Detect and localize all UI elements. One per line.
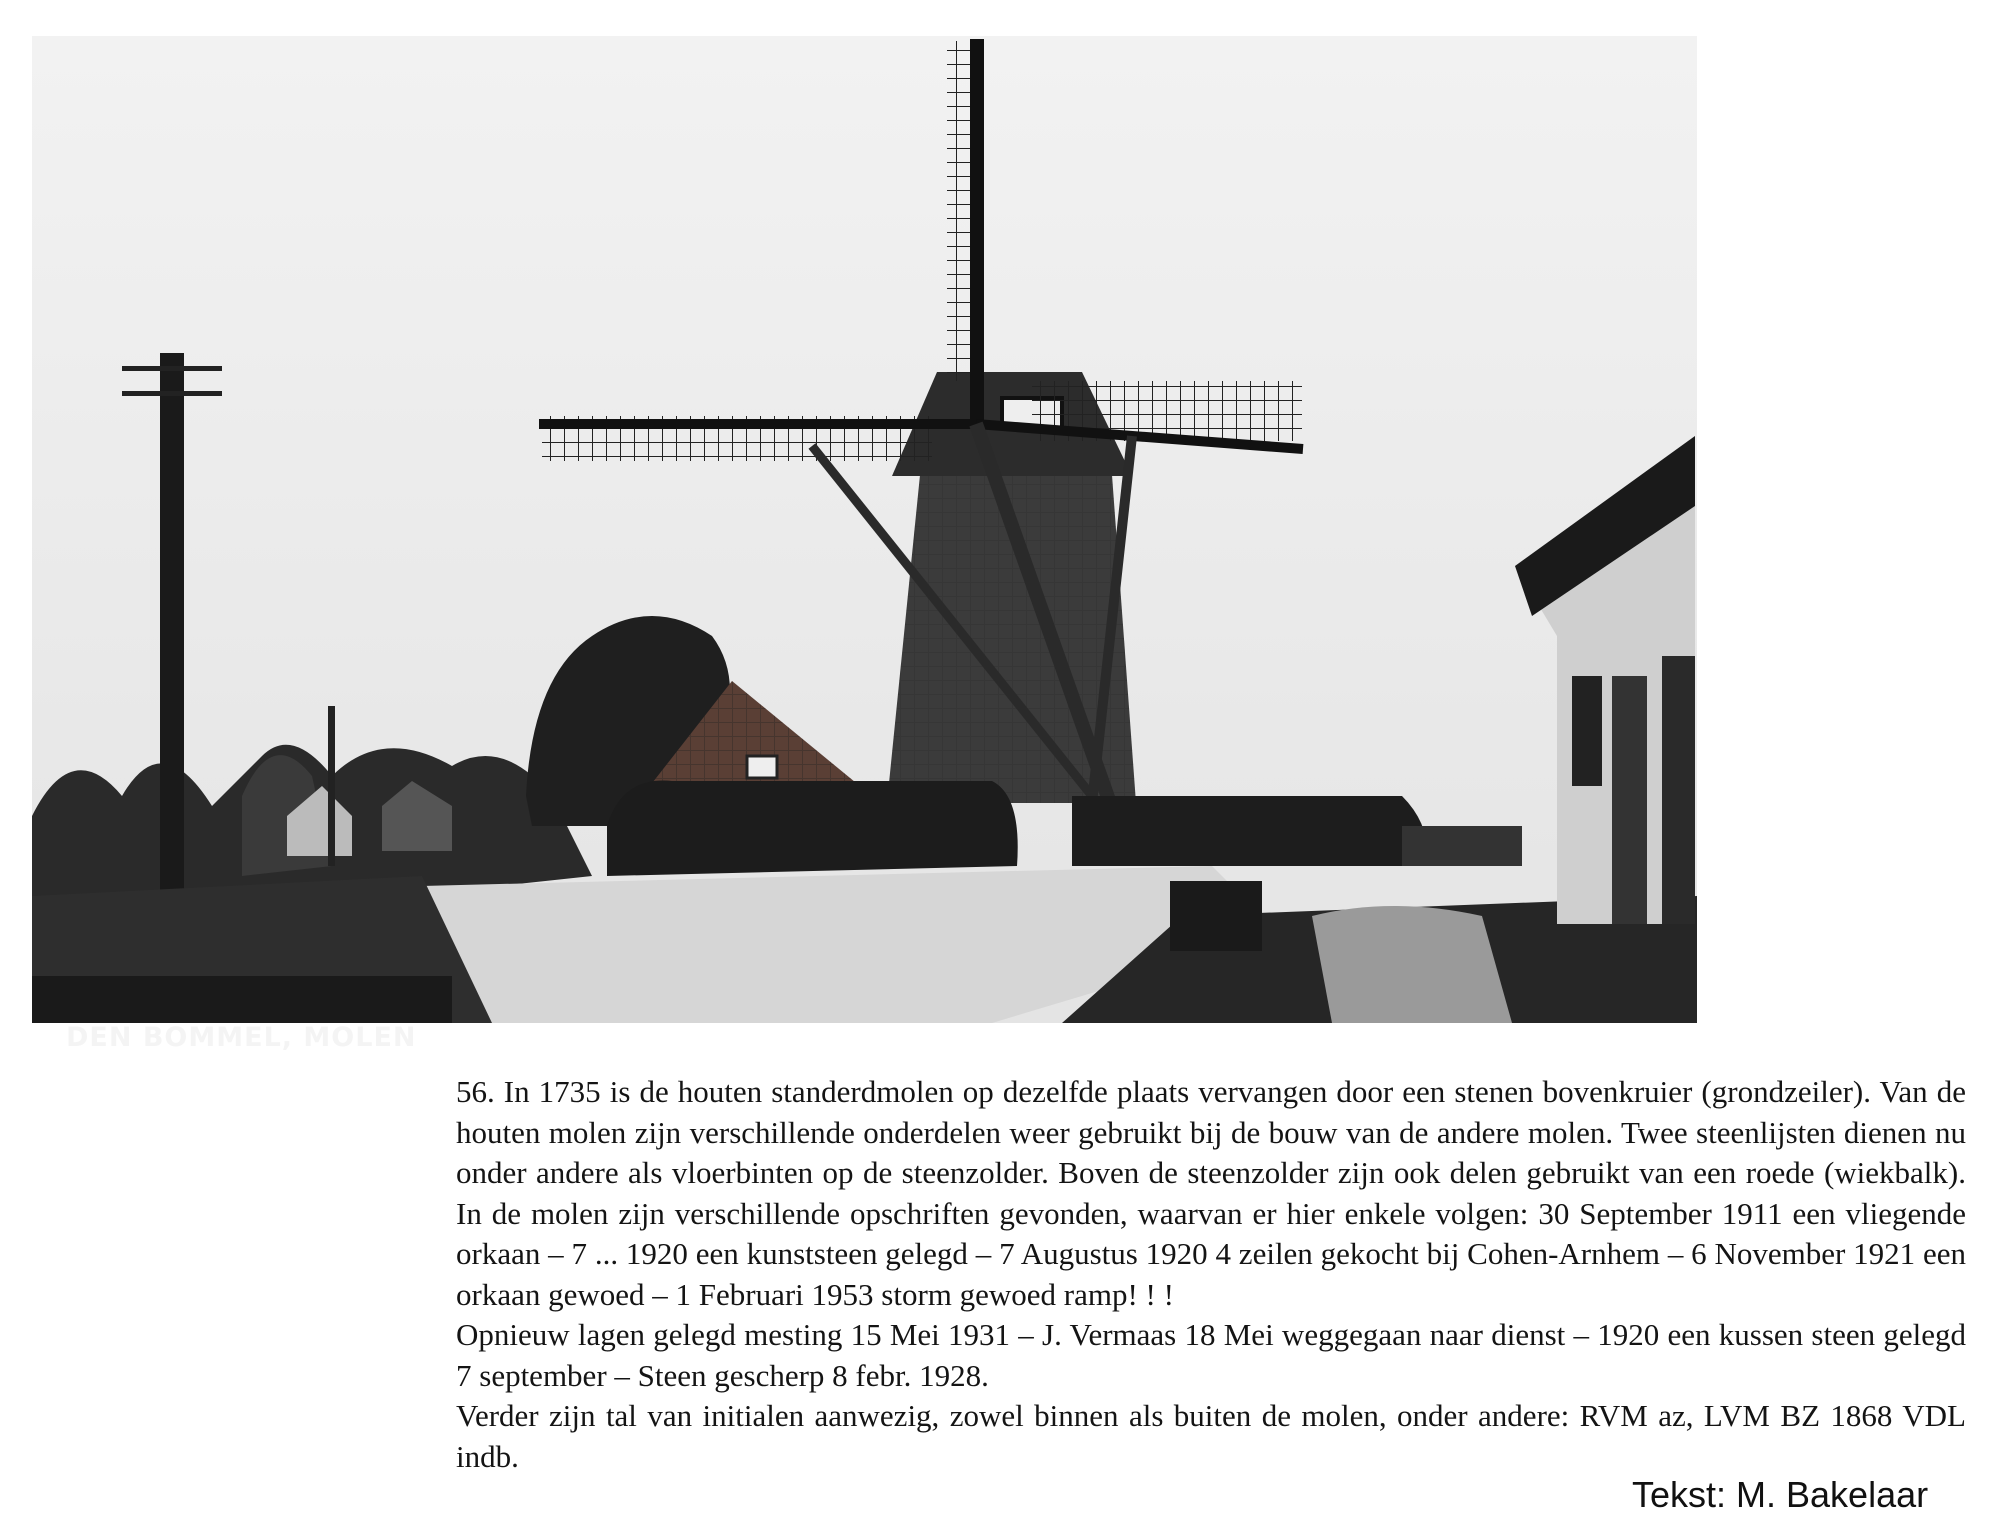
windmill-photo xyxy=(32,36,1697,1053)
paragraph-inscriptions: 56. In 1735 is de houten standerdmolen op dezelfde plaats vervangen door een stenen bovenkruier (grondzeiler). Van de houten molen zijn verschillende onderdelen weer gebruikt bij de bouw van de andere molen. Twee steenlijsten dienen nu onder andere als vloerbinten op de steenzolder. Boven de steenzolder zijn ook delen gebruikt van een roede (wiekbalk). In de molen zijn verschillende opschriften gevonden, waarvan er hier enkele volgen: 30 September 1911 een vliegende orkaan – 7 ... 1920 een kunststeen gelegd – 7 Augustus 1920 4 zeilen gekocht bij Cohen-Arnhem – 6 November 1921 een orkaan gewoed – 1 Februari 1953 storm gewoed ramp! ! ! xyxy=(456,1074,1966,1312)
paragraph-renovations: Opnieuw lagen gelegd mesting 15 Mei 1931 – J. Vermaas 18 Mei weggegaan naar dienst – 1920 een kussen steen gelegd 7 september – Steen gescherp 8 febr. 1928. xyxy=(456,1317,1966,1393)
paragraph-initials: Verder zijn tal van initialen aanwezig, zowel binnen als buiten de molen, onder andere: RVM az, LVM BZ 1868 VDL indb. xyxy=(456,1398,1966,1474)
photo-caption: DEN BOMMEL, MOLEN xyxy=(66,1022,417,1053)
article-text xyxy=(456,1072,1966,1477)
author-credit: Tekst: M. Bakelaar xyxy=(1632,1474,1929,1515)
windmill-photo-image xyxy=(32,36,1697,1023)
